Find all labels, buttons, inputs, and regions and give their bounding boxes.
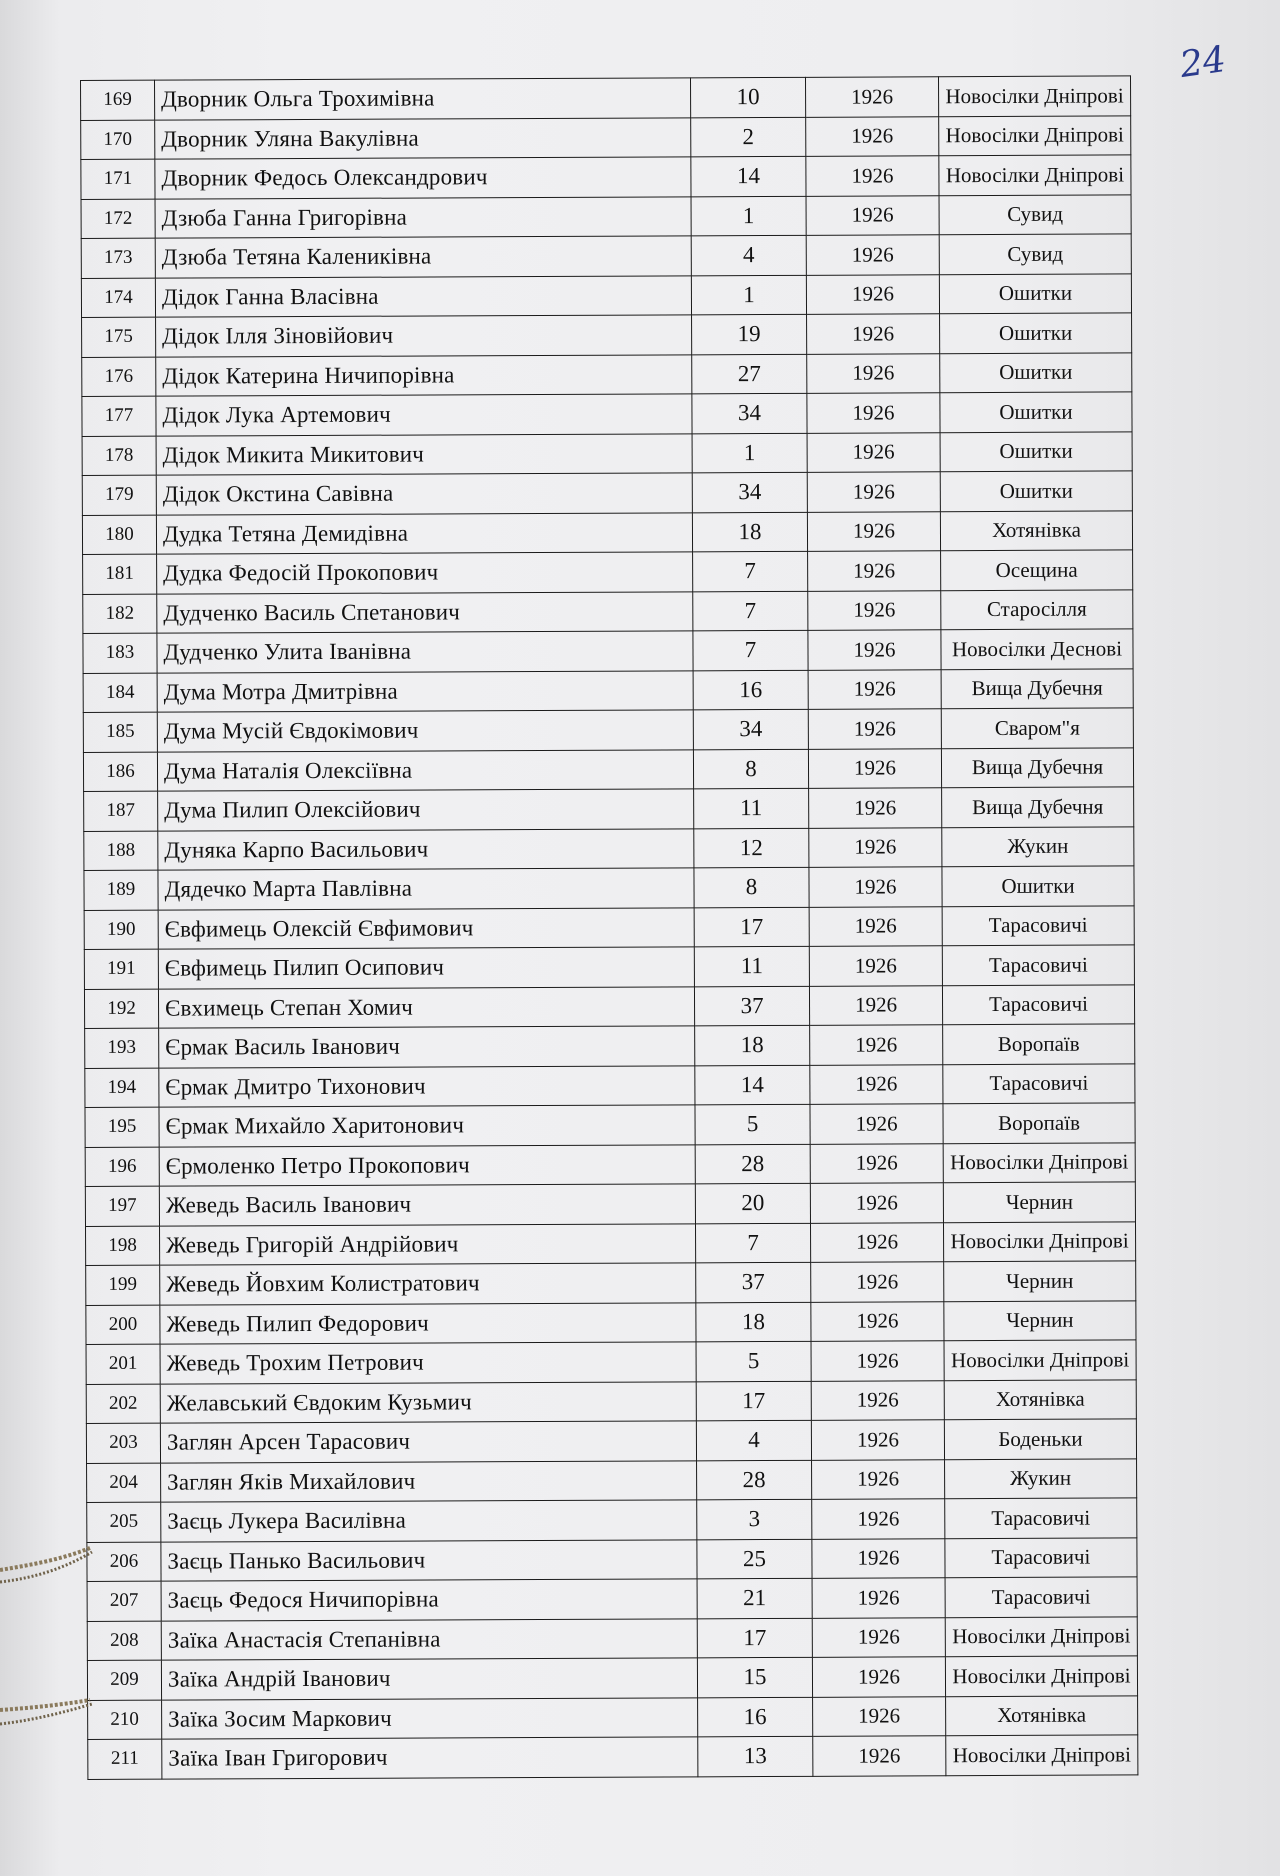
age-value: 8 [693,749,808,789]
age-value: 10 [690,77,805,117]
person-name: Жеведь Йовхим Колистратович [160,1263,696,1305]
row-number: 176 [82,357,156,397]
person-name: Жеведь Пилип Федорович [160,1302,696,1344]
table-row [83,550,1133,594]
age-value: 16 [698,1697,813,1737]
table-row [85,1063,1135,1107]
age-value: 1 [692,433,807,473]
row-number: 179 [82,475,156,515]
table-row [83,708,1133,752]
row-number: 208 [87,1621,161,1661]
age-value: 15 [697,1657,812,1697]
village-name: Новосілки Дніпрові [945,1656,1137,1696]
person-name: Заїка Андрій Іванович [161,1658,697,1700]
year-value: 1926 [806,235,939,275]
table-row [87,1458,1137,1502]
village-name: Воропаїв [943,1103,1135,1143]
row-number: 209 [87,1660,161,1700]
row-number: 194 [85,1068,159,1108]
age-value: 19 [692,314,807,354]
village-name: Вища Дубечня [941,668,1133,708]
village-name: Чернин [944,1261,1136,1301]
person-name: Єрмоленко Петро Прокопович [159,1144,695,1186]
person-name: Желавський Євдоким Кузьмич [160,1381,696,1423]
person-name: Заїка Зосим Маркович [162,1697,698,1739]
person-name: Дідок Катерина Ничипорівна [156,354,692,396]
village-name: Хотянівка [946,1695,1138,1735]
person-name: Дума Пилип Олексійович [158,789,694,831]
person-name: Заглян Арсен Тарасович [160,1421,696,1463]
year-value: 1926 [813,1696,946,1736]
person-name: Дворник Уляна Вакулівна [155,117,691,159]
year-value: 1926 [807,511,940,551]
table-row [84,826,1134,870]
table-row [81,194,1131,238]
row-number: 192 [84,989,158,1029]
person-name: Заїка Анастасія Степанівна [161,1618,697,1660]
year-value: 1926 [808,590,941,630]
age-value: 7 [693,551,808,591]
year-value: 1926 [807,432,940,472]
village-name: Хотянівка [944,1379,1136,1419]
village-name: Новосілки Дніпрові [945,1616,1137,1656]
village-name: Боденьки [944,1419,1136,1459]
village-name: Жукин [942,826,1134,866]
age-value: 16 [693,670,808,710]
village-name: Осещина [941,550,1133,590]
age-value: 4 [696,1420,811,1460]
year-value: 1926 [809,946,942,986]
row-number: 187 [84,791,158,831]
person-name: Дідок Ганна Власівна [155,275,691,317]
year-value: 1926 [811,1420,944,1460]
table-row [86,1379,1136,1423]
village-name: Вища Дубечня [942,787,1134,827]
year-value: 1926 [812,1538,945,1578]
year-value: 1926 [812,1459,945,1499]
village-name: Новосілки Дніпрові [943,1221,1135,1261]
table-row [81,155,1131,199]
table-row [82,510,1132,554]
village-name: Тарасовичі [945,1498,1137,1538]
year-value: 1926 [812,1578,945,1618]
handwritten-page-number: 24 [1177,39,1229,86]
person-name: Жеведь Григорій Андрійович [159,1223,695,1265]
person-name: Заглян Яків Михайлович [161,1460,697,1502]
age-value: 17 [697,1618,812,1658]
person-name: Євхимець Степан Хомич [158,986,694,1028]
year-value: 1926 [806,116,939,156]
age-value: 5 [696,1341,811,1381]
person-name: Жеведь Трохим Петрович [160,1342,696,1384]
table-row [81,76,1131,120]
row-number: 178 [82,436,156,476]
table-row [82,313,1132,357]
person-name: Дзюба Ганна Григорівна [155,196,691,238]
row-number: 170 [81,120,155,160]
village-name: Тарасовичі [942,905,1134,945]
village-name: Новосілки Дніпрові [946,1735,1138,1775]
table-row [81,273,1131,317]
age-value: 3 [697,1499,812,1539]
row-number: 199 [86,1265,160,1305]
row-number: 197 [85,1186,159,1226]
village-name: Хотянівка [940,510,1132,550]
person-name: Дідок Окстина Савівна [156,473,692,515]
person-name: Дума Наталія Олексіївна [157,749,693,791]
person-name: Дворник Ольга Трохимівна [155,78,691,120]
binding-thread [0,1540,110,1750]
row-number: 184 [83,673,157,713]
age-value: 27 [692,354,807,394]
village-name: Ошитки [942,866,1134,906]
row-number: 198 [86,1226,160,1266]
table-row [82,392,1132,436]
row-number: 193 [85,1028,159,1068]
village-name: Новосілки Дніпрові [943,1142,1135,1182]
table-row [88,1735,1138,1779]
village-name: Тарасовичі [943,1063,1135,1103]
row-number: 190 [84,910,158,950]
table-row [87,1498,1137,1542]
person-name: Дума Мотра Дмитрівна [157,670,693,712]
village-name: Ошитки [940,352,1132,392]
person-name: Єрмак Дмитро Тихонович [159,1065,695,1107]
village-name: Чернин [943,1182,1135,1222]
row-number: 206 [87,1542,161,1582]
village-name: Воропаїв [943,1024,1135,1064]
age-value: 12 [694,828,809,868]
table-row [84,984,1134,1028]
row-number: 172 [81,199,155,239]
age-value: 11 [694,946,809,986]
age-value: 18 [695,1025,810,1065]
village-name: Тарасовичі [945,1577,1137,1617]
village-name: Ошитки [940,431,1132,471]
table-row [86,1300,1136,1344]
year-value: 1926 [807,393,940,433]
year-value: 1926 [809,906,942,946]
person-name: Заєць Федося Ничипорівна [161,1579,697,1621]
row-number: 205 [87,1502,161,1542]
year-value: 1926 [810,1222,943,1262]
age-value: 13 [698,1736,813,1776]
row-number: 183 [83,633,157,673]
table-row [85,1103,1135,1147]
age-value: 34 [692,472,807,512]
village-name: Вища Дубечня [941,747,1133,787]
age-value: 2 [691,117,806,157]
person-name: Дудченко Василь Спетанович [157,591,693,633]
row-number: 210 [88,1700,162,1740]
table-row [87,1577,1137,1621]
age-value: 17 [694,907,809,947]
table-row [83,629,1133,673]
person-name: Дуняка Карпо Васильович [158,828,694,870]
person-name: Дума Мусій Євдокімович [157,710,693,752]
year-value: 1926 [808,748,941,788]
person-name: Дудченко Улита Іванівна [157,631,693,673]
person-name: Дзюба Тетяна Калениківна [155,236,691,278]
table-row [84,866,1134,910]
village-name: Тарасовичі [942,945,1134,985]
age-value: 7 [693,591,808,631]
person-name: Дудка Тетяна Демидівна [156,512,692,554]
person-name: Єрмак Василь Іванович [159,1026,695,1068]
row-number: 202 [86,1384,160,1424]
year-value: 1926 [810,1064,943,1104]
person-name: Дудка Федосій Прокопович [157,552,693,594]
age-value: 14 [691,156,806,196]
age-value: 25 [697,1539,812,1579]
row-number: 185 [83,712,157,752]
age-value: 17 [696,1381,811,1421]
age-value: 18 [692,512,807,552]
table-row [81,115,1131,159]
row-number: 171 [81,159,155,199]
table-row [87,1656,1137,1700]
village-name: Жукин [945,1458,1137,1498]
person-name: Єрмак Михайло Харитонович [159,1105,695,1147]
table-row [86,1261,1136,1305]
village-name: Новосілки Деснові [941,629,1133,669]
village-name: Чернин [944,1300,1136,1340]
person-name: Євфимець Олексій Євфимович [158,907,694,949]
year-value: 1926 [810,1025,943,1065]
age-value: 14 [695,1065,810,1105]
table-row [83,589,1133,633]
age-value: 4 [691,235,806,275]
table-row [84,905,1134,949]
village-name: Новосілки Дніпрові [939,115,1131,155]
table-row [86,1221,1136,1265]
table-row [88,1695,1138,1739]
age-value: 21 [697,1578,812,1618]
village-name: Новосілки Дніпрові [944,1340,1136,1380]
table-row [87,1537,1137,1581]
row-number: 173 [81,238,155,278]
year-value: 1926 [807,314,940,354]
person-name: Заєць Лукера Василівна [161,1500,697,1542]
row-number: 211 [88,1739,162,1779]
year-value: 1926 [806,274,939,314]
table-row [84,945,1134,989]
row-number: 169 [81,80,155,120]
table-row [86,1419,1136,1463]
year-value: 1926 [808,709,941,749]
table-row [82,431,1132,475]
year-value: 1926 [805,77,938,117]
village-name: Ошитки [940,471,1132,511]
age-value: 8 [694,867,809,907]
person-name: Заїка Іван Григорович [162,1737,698,1779]
person-name: Дідок Микита Микитович [156,433,692,475]
age-value: 11 [694,788,809,828]
year-value: 1926 [809,827,942,867]
village-name: Тарасовичі [945,1537,1137,1577]
row-number: 204 [87,1463,161,1503]
row-number: 181 [83,554,157,594]
year-value: 1926 [806,195,939,235]
village-name: Старосілля [941,589,1133,629]
age-value: 1 [691,275,806,315]
year-value: 1926 [812,1657,945,1697]
year-value: 1926 [808,669,941,709]
table-row [87,1616,1137,1660]
register-table [80,75,1138,1779]
age-value: 34 [693,709,808,749]
year-value: 1926 [810,1143,943,1183]
year-value: 1926 [810,1104,943,1144]
village-name: Сувид [939,194,1131,234]
year-value: 1926 [808,551,941,591]
year-value: 1926 [809,867,942,907]
year-value: 1926 [806,156,939,196]
row-number: 203 [86,1423,160,1463]
village-name: Сваром"я [941,708,1133,748]
person-name: Дядечко Марта Павлівна [158,868,694,910]
table-row [81,234,1131,278]
row-number: 182 [83,594,157,634]
row-number: 196 [85,1147,159,1187]
village-name: Тарасовичі [942,984,1134,1024]
table-row [83,668,1133,712]
person-name: Дворник Федось Олександрович [155,157,691,199]
table-row [86,1340,1136,1384]
table-row [85,1142,1135,1186]
person-name: Заєць Панько Васильович [161,1539,697,1581]
row-number: 195 [85,1107,159,1147]
table-row [84,787,1134,831]
row-number: 180 [82,515,156,555]
person-name: Дідок Лука Артемович [156,394,692,436]
year-value: 1926 [811,1341,944,1381]
person-name: Жеведь Василь Іванович [159,1184,695,1226]
village-name: Новосілки Дніпрові [939,155,1131,195]
table-row [85,1024,1135,1068]
village-name: Ошитки [939,273,1131,313]
row-number: 201 [86,1344,160,1384]
year-value: 1926 [812,1617,945,1657]
year-value: 1926 [807,353,940,393]
row-number: 188 [84,831,158,871]
age-value: 7 [695,1223,810,1263]
person-name: Дідок Ілля Зіновійович [156,315,692,357]
village-name: Сувид [939,234,1131,274]
age-value: 20 [695,1183,810,1223]
register-table-body [81,76,1138,1779]
village-name: Ошитки [940,392,1132,432]
table-row [82,352,1132,396]
row-number: 186 [83,752,157,792]
row-number: 191 [84,949,158,989]
year-value: 1926 [811,1262,944,1302]
year-value: 1926 [807,472,940,512]
age-value: 28 [695,1144,810,1184]
year-value: 1926 [811,1301,944,1341]
year-value: 1926 [812,1499,945,1539]
age-value: 18 [696,1302,811,1342]
year-value: 1926 [808,630,941,670]
year-value: 1926 [813,1736,946,1776]
age-value: 34 [692,393,807,433]
row-number: 175 [82,317,156,357]
year-value: 1926 [811,1380,944,1420]
age-value: 5 [695,1104,810,1144]
table-row [82,471,1132,515]
row-number: 174 [81,278,155,318]
year-value: 1926 [809,788,942,828]
table-row [83,747,1133,791]
person-name: Євфимець Пилип Осипович [158,947,694,989]
year-value: 1926 [809,985,942,1025]
row-number: 189 [84,870,158,910]
age-value: 7 [693,630,808,670]
table-row [85,1182,1135,1226]
village-name: Новосілки Дніпрові [938,76,1130,116]
year-value: 1926 [810,1183,943,1223]
row-number: 207 [87,1581,161,1621]
age-value: 37 [696,1262,811,1302]
age-value: 1 [691,196,806,236]
row-number: 200 [86,1305,160,1345]
row-number: 177 [82,396,156,436]
village-name: Ошитки [940,313,1132,353]
age-value: 37 [694,986,809,1026]
age-value: 28 [697,1460,812,1500]
